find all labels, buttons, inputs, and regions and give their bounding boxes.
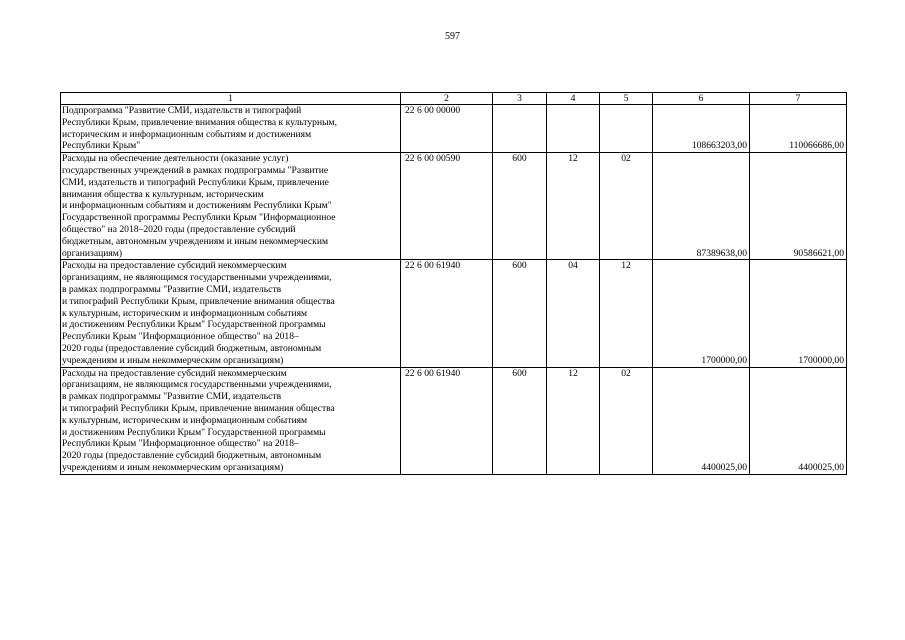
- row-subsection: 02: [600, 367, 653, 474]
- row-subsection: [600, 105, 653, 153]
- row-code: 22 6 00 00590: [401, 153, 493, 260]
- row-expense-type: [493, 105, 547, 153]
- page-number: 597: [445, 31, 460, 42]
- row-description: Расходы на предоставление субсидий некоммерческим организациям, не являющимся государственными учреждениями, в рамках подпрограммы "Развитие СМИ, издательств и типографий Республики Крым, привлечение внимания общества к культурным, историческим и информационным событиям и достижениям Республики Крым" Государственной программы Республики Крым "Информационное общество" на 2018– 2020 годы (предоставление субсидий бюджетным, автономным учреждениям и иным некоммерческим организациям): [61, 367, 401, 474]
- column-header-7: 7: [750, 93, 847, 105]
- table-row: [61, 260, 847, 367]
- row-expense-type: 600: [493, 153, 547, 260]
- table-header-row: [61, 93, 847, 105]
- row-code: 22 6 00 61940: [401, 260, 493, 367]
- column-header-4: 4: [547, 93, 600, 105]
- table-row: [61, 367, 847, 474]
- row-amount-1: 87389638,00: [653, 153, 750, 260]
- row-description: Подпрограмма "Развитие СМИ, издательств и типографий Республики Крым, привлечение внимания общества к культурным, историческим и информационным событиям и достижениям Республики Крым": [61, 105, 401, 153]
- row-section: [547, 105, 600, 153]
- column-header-6: 6: [653, 93, 750, 105]
- row-amount-2: 1700000,00: [750, 260, 847, 367]
- row-subsection: 02: [600, 153, 653, 260]
- row-section: 12: [547, 153, 600, 260]
- row-code: 22 6 00 00000: [401, 105, 493, 153]
- column-header-2: 2: [401, 93, 493, 105]
- table-row: [61, 105, 847, 153]
- row-description: Расходы на предоставление субсидий некоммерческим организациям, не являющимся государственными учреждениями, в рамках подпрограммы "Развитие СМИ, издательств и типографий Республики Крым, привлечение внимания общества к культурным, историческим и информационным событиям и достижениям Республики Крым" Государственной программы Республики Крым "Информационное общество" на 2018– 2020 годы (предоставление субсидий бюджетным, автономным учреждениям и иным некоммерческим организациям): [61, 260, 401, 367]
- row-subsection: 12: [600, 260, 653, 367]
- row-amount-1: 108663203,00: [653, 105, 750, 153]
- table-row: [61, 153, 847, 260]
- row-expense-type: 600: [493, 367, 547, 474]
- row-amount-2: 4400025,00: [750, 367, 847, 474]
- row-amount-1: 4400025,00: [653, 367, 750, 474]
- row-description: Расходы на обеспечение деятельности (оказание услуг) государственных учреждений в рамках подпрограммы "Развитие СМИ, издательств и типографий Республики Крым, привлечение внимания общества к культурным, историческим и информационным событиям и достижениям Республики Крым" Государственной программы Республики Крым "Информационное общество" на 2018–2020 годы (предоставление субсидий бюджетным, автономным учреждениям и иным некоммерческим организациям): [61, 153, 401, 260]
- column-header-3: 3: [493, 93, 547, 105]
- row-section: 12: [547, 367, 600, 474]
- row-amount-2: 110066686,00: [750, 105, 847, 153]
- row-amount-1: 1700000,00: [653, 260, 750, 367]
- budget-table: [60, 92, 847, 475]
- column-header-1: 1: [61, 93, 401, 105]
- column-header-5: 5: [600, 93, 653, 105]
- row-code: 22 6 00 61940: [401, 367, 493, 474]
- row-section: 04: [547, 260, 600, 367]
- row-amount-2: 90586621,00: [750, 153, 847, 260]
- row-expense-type: 600: [493, 260, 547, 367]
